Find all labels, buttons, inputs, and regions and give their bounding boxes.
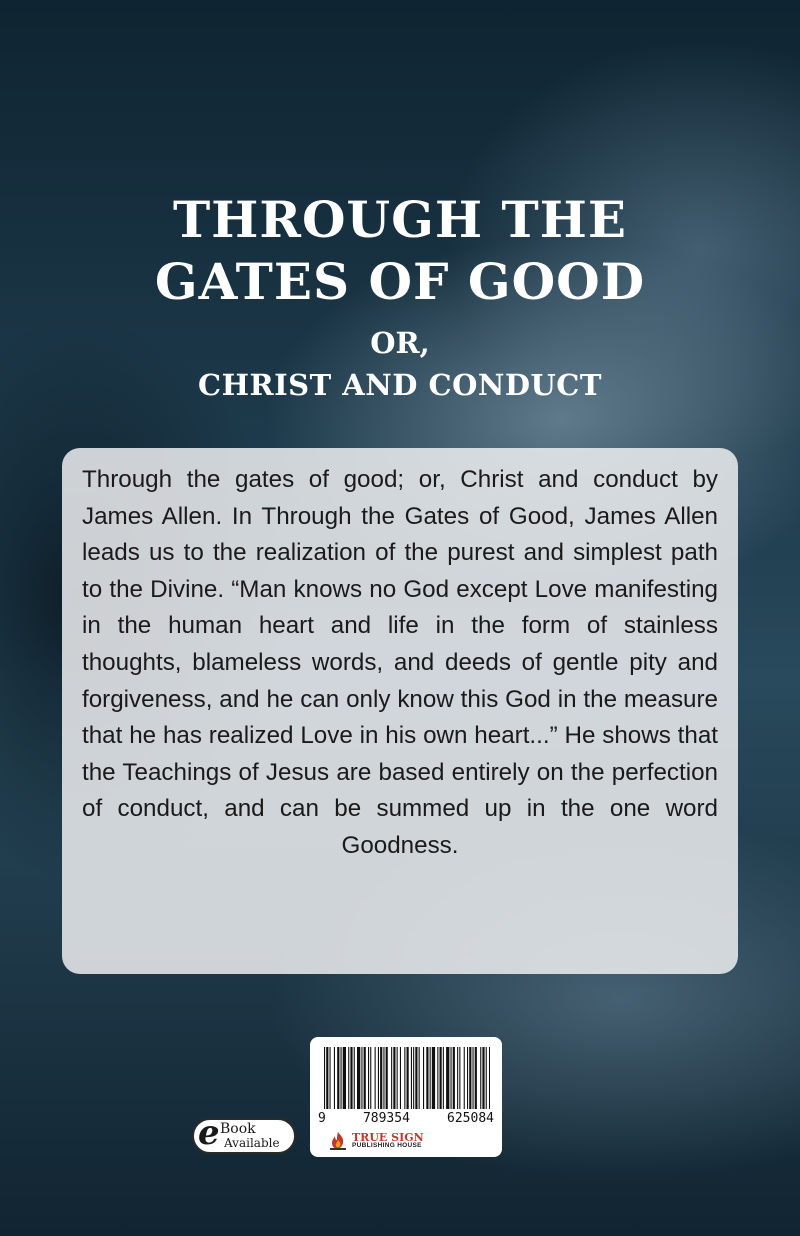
flame-logo-icon	[328, 1131, 348, 1151]
publisher-logo	[328, 1129, 424, 1153]
isbn-digits	[318, 1111, 494, 1126]
ebook-available-text: Available	[224, 1136, 280, 1150]
barcode-panel	[310, 1037, 502, 1157]
isbn-group-1: 789354	[362, 1111, 410, 1126]
ebook-available-badge	[192, 1113, 296, 1154]
ebook-e-icon: e	[198, 1113, 220, 1153]
isbn-group-2: 625084	[447, 1111, 494, 1126]
publisher-name: TRUE SIGN	[352, 1131, 424, 1145]
title-line-1: THROUGH THE	[172, 190, 628, 249]
blurb-text: Through the gates of good; or, Christ and conduct by James Allen. In Through the Gates of Good, James Allen leads us to the realization of the purest and simplest path to the Divine. “Man knows no God except Love manifesting in the human heart and life in the form of stainless thoughts, blameless words, and deeds of gentle pity and forgiveness, and he can only know this God in the measure that he has realized Love in his own heart...” He shows that the Teachings of Jesus are based entirely on the perfection of conduct, and can be summed up in the one word Goodness.	[82, 466, 718, 859]
ebook-word: Book	[220, 1121, 256, 1137]
isbn-prefix: 9	[318, 1111, 326, 1126]
blurb-panel	[62, 448, 738, 974]
title-line-2: GATES OF GOOD	[154, 252, 646, 311]
publisher-subtitle: PUBLISHING HOUSE	[352, 1142, 422, 1150]
subtitle-main: CHRIST AND CONDUCT	[198, 368, 602, 402]
subtitle-or: OR,	[370, 326, 430, 360]
barcode-icon	[324, 1047, 490, 1109]
